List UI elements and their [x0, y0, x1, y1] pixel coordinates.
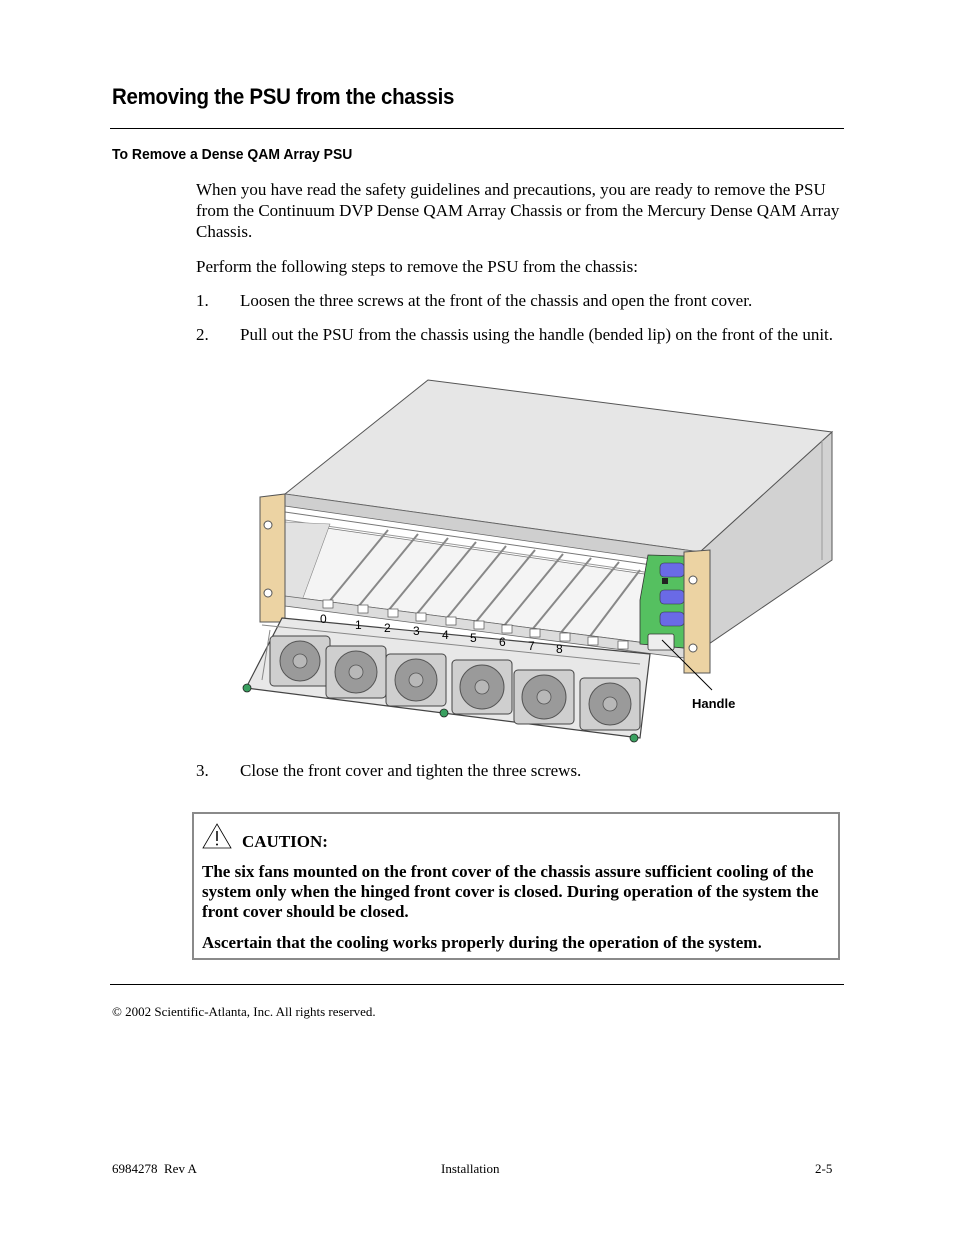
slot-label-6: 6	[499, 635, 506, 649]
page-number: 2-5	[815, 1161, 833, 1176]
page-title: Removing the PSU from the chassis	[112, 84, 455, 109]
lead-paragraph: Perform the following steps to remove the PSU from the chassis:	[196, 257, 638, 276]
slot-label-2: 2	[384, 621, 391, 635]
caution-paragraph-1: The six fans mounted on the front cover of the chassis assure sufficient cooling of the system only when the hinged front cover is closed. During operation of the system the front cover should be closed.	[202, 862, 819, 921]
slot-label-5: 5	[470, 631, 477, 645]
step-2-number: 2.	[196, 325, 209, 344]
footer-section: Installation	[441, 1161, 500, 1176]
caution-paragraph-2: Ascertain that the cooling works properly during the operation of the system.	[202, 933, 762, 952]
slot-label-7: 7	[528, 639, 535, 653]
handle-callout: Handle	[692, 696, 736, 711]
step-3-number: 3.	[196, 761, 209, 780]
slot-label-3: 3	[413, 624, 420, 638]
document-id: 6984278 Rev A	[112, 1161, 197, 1176]
caution-title: CAUTION:	[242, 832, 328, 851]
title-rule	[110, 128, 844, 129]
slot-label-0: 0	[320, 612, 327, 626]
step-2-text: Pull out the PSU from the chassis using the handle (bended lip) on the front of the unit.	[240, 325, 834, 344]
slot-label-1: 1	[355, 618, 362, 632]
section-heading: To Remove a Dense QAM Array PSU	[112, 146, 353, 163]
slot-label-4: 4	[442, 628, 449, 642]
slot-label-8: 8	[556, 642, 563, 656]
step-3-text: Close the front cover and tighten the three screws.	[240, 761, 582, 780]
step-1-text: Loosen the three screws at the front of the chassis and open the front cover.	[240, 291, 753, 310]
step-1-number: 1.	[196, 291, 209, 310]
intro-paragraph: When you have read the safety guidelines and precautions, you are ready to remove the PSU from the Continuum DVP Dense QAM Array Chassis or from the Mercury Dense QAM Array Chassis.	[196, 180, 840, 241]
chassis-illustration	[238, 376, 840, 746]
copyright-notice: © 2002 Scientific-Atlanta, Inc. All rights reserved.	[112, 1004, 376, 1019]
warning-triangle-icon	[201, 822, 233, 850]
footer-rule	[110, 984, 844, 985]
